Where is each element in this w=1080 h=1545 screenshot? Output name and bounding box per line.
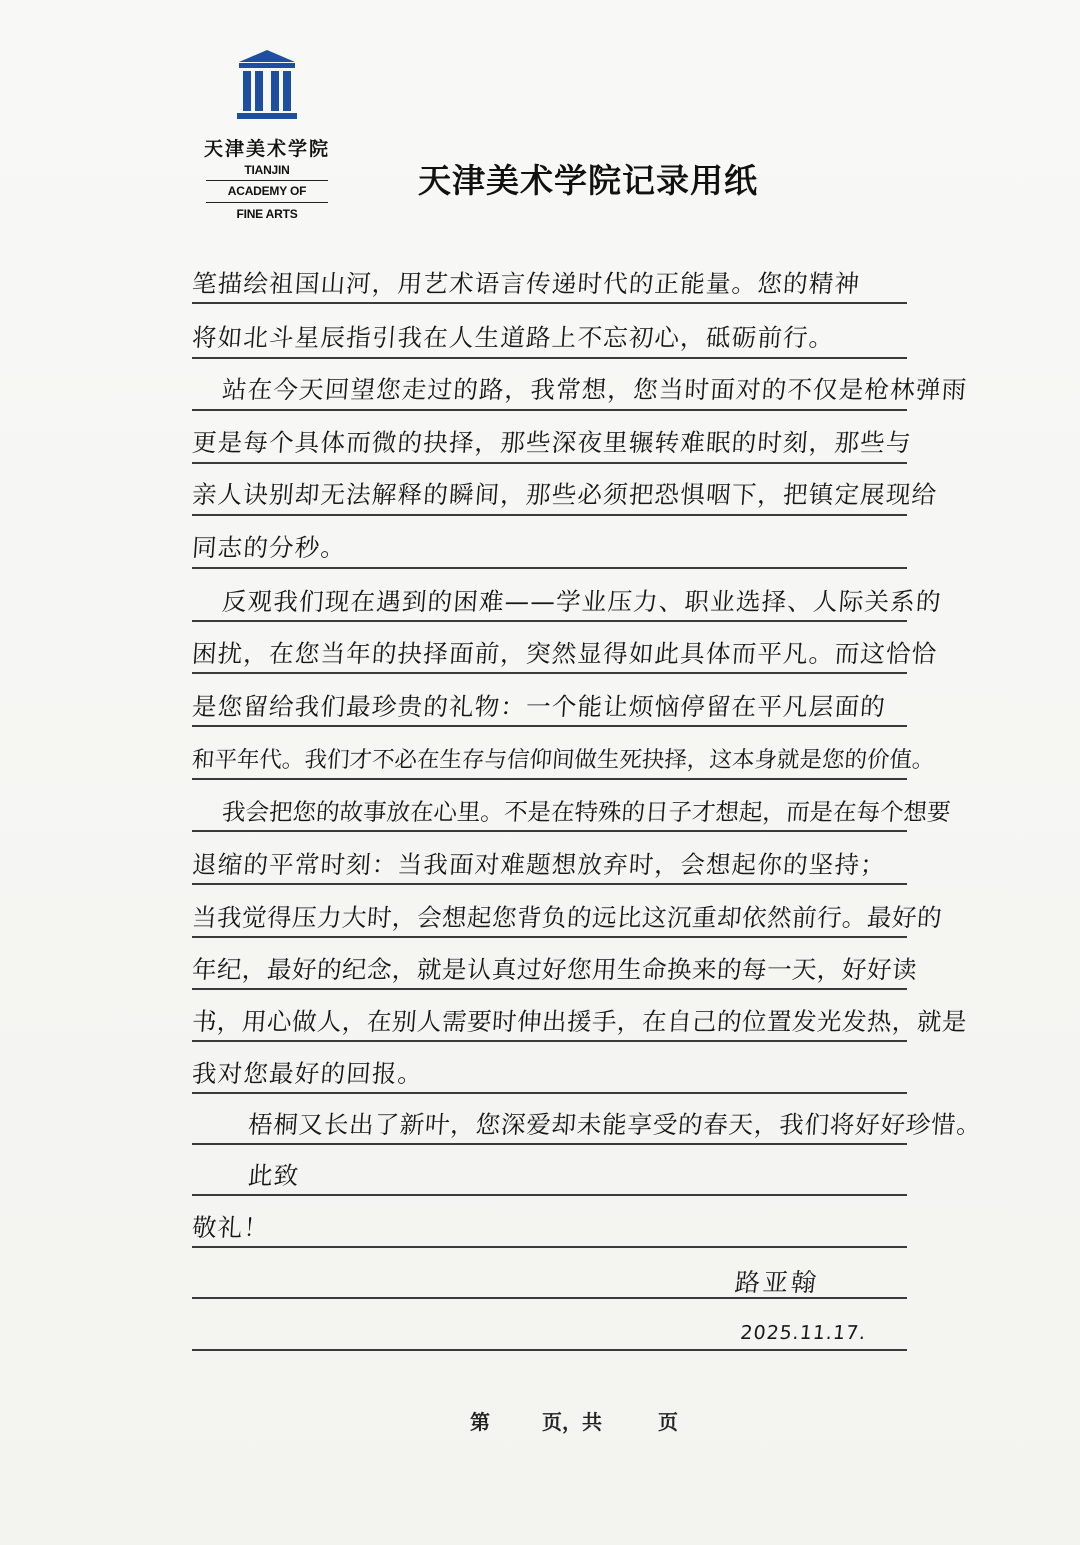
letter-line: 我会把您的故事放在心里。不是在特殊的日子才想起，而是在每个想要 <box>221 798 952 826</box>
letter-line: 我对您最好的回报。 <box>191 1059 425 1088</box>
letter-line: 笔描绘祖国山河，用艺术语言传递时代的正能量。您的精神 <box>191 269 862 298</box>
logo-english-line-1: TIANJIN <box>244 163 290 177</box>
letter-line: 将如北斗星辰指引我在人生道路上不忘初心，砥砺前行。 <box>191 323 836 352</box>
footer-di: 第 <box>470 1410 490 1434</box>
salutation: 敬礼！ <box>191 1213 271 1242</box>
letter-line: 梧桐又长出了新叶，您深爱却未能享受的春天，我们将好好珍惜。 <box>247 1110 983 1139</box>
letter-line: 和平年代。我们才不必在生存与信仰间做生死抉择，这本身就是您的价值。 <box>191 747 936 773</box>
letter-line: 当我觉得压力大时，会想起您背负的远比这沉重却依然前行。最好的 <box>191 903 944 932</box>
letter-line: 同志的分秒。 <box>191 533 348 562</box>
signature: 路亚翰 <box>733 1268 821 1297</box>
columns-building-icon <box>235 48 299 120</box>
logo-divider <box>206 202 328 203</box>
letter-line: 更是每个具体而微的抉择，那些深夜里辗转难眠的时刻，那些与 <box>191 428 913 457</box>
letter-line: 是您留给我们最珍贵的礼物：一个能让烦恼停留在平凡层面的 <box>191 692 887 721</box>
academy-logo <box>192 48 342 228</box>
letter-line: 亲人诀别却无法解释的瞬间，那些必须把恐惧咽下，把镇定展现给 <box>191 480 939 509</box>
letter-date: 2025.11.17. <box>739 1322 868 1344</box>
logo-english-line-3: FINE ARTS <box>236 207 298 221</box>
letter-line: 站在今天回望您走过的路，我常想，您当时面对的不仅是枪林弹雨 <box>221 375 969 404</box>
logo-divider <box>206 180 328 181</box>
page-number-footer <box>470 1406 678 1435</box>
footer-ye: 页 <box>658 1410 678 1434</box>
letter-line: 困扰，在您当年的抉择面前，突然显得如此具体而平凡。而这恰恰 <box>191 639 939 668</box>
letter-line: 年纪，最好的纪念，就是认真过好您用生命换来的每一天，好好读 <box>191 955 919 984</box>
logo-english-line-2: ACADEMY OF <box>227 184 307 198</box>
footer-ye-gong: 页，共 <box>542 1410 602 1434</box>
letter-line: 退缩的平常时刻：当我面对难题想放弃时，会想起你的坚持； <box>191 850 887 879</box>
page-title: 天津美术学院记录用纸 <box>418 161 758 200</box>
letter-line: 反观我们现在遇到的困难——学业压力、职业选择、人际关系的 <box>221 587 943 616</box>
letter-line: 书，用心做人，在别人需要时伸出援手，在自己的位置发光发热，就是 <box>191 1007 969 1036</box>
logo-chinese-name: 天津美术学院 <box>203 138 330 160</box>
closing-phrase: 此致 <box>247 1161 301 1190</box>
